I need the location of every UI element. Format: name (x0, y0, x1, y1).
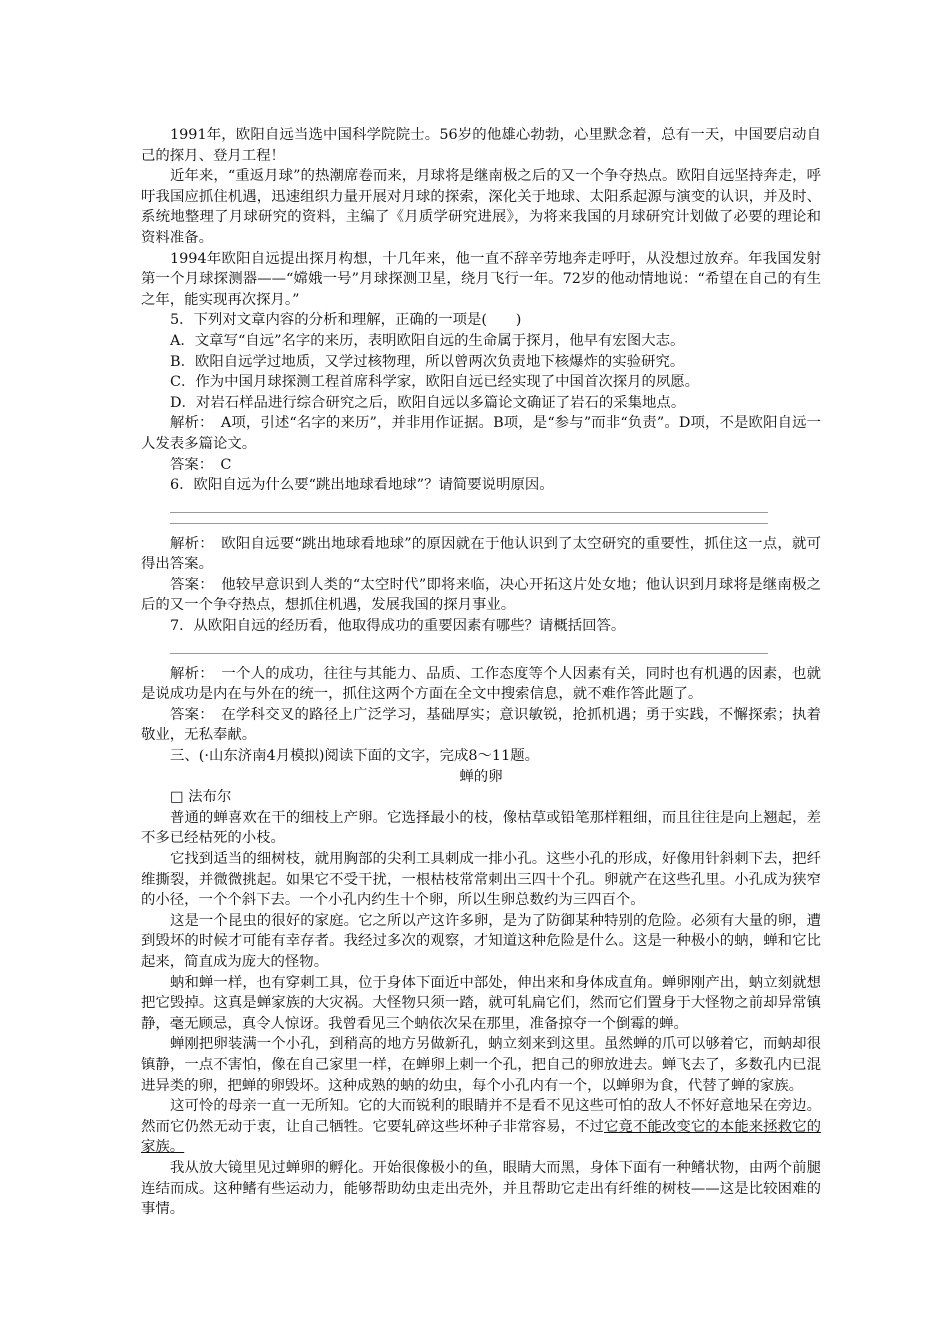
q5-analysis: 解析： A项，引述“名字的来历”，并非用作证据。B项，是“参与”而非“负责”。D项，不是欧阳自远一人发表多篇论文。 (141, 415, 821, 452)
article-paragraph: 普通的蝉喜欢在干的细枝上产卵。它选择最小的枝，像枯草或铅笔那样粗细，而且往往是向上翘起，差不多已经枯死的小枝。 (141, 809, 821, 847)
question-7-stem: 7．从欧阳自远的经历看，他取得成功的重要因素有哪些？请概括回答。 (170, 618, 626, 635)
q5-answer: 答案： C (170, 456, 232, 473)
q7-answer: 答案： 在学科交叉的路径上广泛学习，基础厚实；意识敏锐，抢抓机遇；勇于实践，不懈探索；执着敬业，无私奉献。 (141, 706, 821, 744)
underlined-sentence: 它竟不能改变它的本能来拯救它的家族。 (141, 1118, 821, 1156)
paragraph: 1991年，欧阳自远当选中国科学院院士。56岁的他雄心勃勃，心里默念着，总有一天，中国要启动自己的探月、登月工程！ (141, 127, 821, 164)
paragraph-text: 这可怜的母亲一直一无所知。它的大而锐利的眼睛并不是看不见这些可怕的敌人不怀好意地呆在旁边。然而它仍然无动于衷，让自己牺牲。它要轧碎这些坏种子非常容易，不过 (141, 1098, 821, 1135)
text-column (141, 125, 821, 1220)
article-author: □ 法布尔 (170, 789, 232, 806)
option-c: C．作为中国月球探测工程首席科学家，欧阳自远已经实现了中国首次探月的夙愿。 (170, 374, 700, 391)
option-d: D．对岩石样品进行综合研究之后，欧阳自远以多篇论文确证了岩石的采集地点。 (170, 394, 686, 411)
article-paragraph: 我从放大镜里见过蝉卵的孵化。开始很像极小的鱼，眼睛大而黑，身体下面有一种鳍状物，由两个前腿连结而成。这种鳍有些运动力，能够帮助幼虫走出壳外，并且帮助它走出有纤维的树枝——这是比较困难的事情。 (141, 1159, 821, 1218)
option-a: A．文章写“自远”名字的来历，表明欧阳自远的生命属于探月，他早有宏图大志。 (170, 332, 685, 349)
paragraph: 近年来，“重返月球”的热潮席卷而来，月球将是继南极之后的又一个争夺热点。欧阳自远坚持奔走，呼吁我国应抓住机遇，迅速组织力量开展对月球的探索，深化关于地球、太阳系起源与演变的认识，并及时、系统地整理了月球研究的资料，主编了《月质学研究进展》，为将来我国的月球研究计划做了必要的理论和资料准备。 (141, 168, 821, 246)
question-6-stem: 6．欧阳自远为什么要“跳出地球看地球”？请简要说明原因。 (170, 477, 554, 494)
q7-analysis: 解析： 一个人的成功，往往与其能力、品质、工作态度等个人因素有关，同时也有机遇的因素，也就是说成功是内在与外在的统一，抓住这两个方面在全文中搜索信息，就不难作答此题了。 (141, 665, 821, 703)
option-b: B．欧阳自远学过地质，又学过核物理，所以曾两次负责地下核爆炸的实验研究。 (170, 353, 685, 370)
section-3-heading: 三、(·山东济南4月模拟)阅读下面的文字，完成8～11题。 (170, 748, 540, 765)
question-5-stem: 5．下列对文章内容的分析和理解，正确的一项是( ) (170, 312, 522, 329)
q6-answer: 答案： 他较早意识到人类的“太空时代”即将来临，决心开拓这片处女地；他认识到月球将是继南极之后的又一个争夺热点，想抓住机遇，发展我国的探月事业。 (141, 576, 821, 614)
article-paragraph (141, 1096, 821, 1158)
q6-analysis: 解析： 欧阳自远要“跳出地球看地球”的原因就在于他认识到了太空研究的重要性，抓住这一点，就可得出答案。 (141, 535, 821, 573)
article-paragraph: 蝉刚把卵装满一个小孔，到稍高的地方另做新孔，蚋立刻来到这里。虽然蝉的爪可以够着它，而蚋却很镇静，一点不害怕，像在自己家里一样，在蝉卵上刺一个孔，把自己的卵放进去。蝉飞去了，多数孔内已混进异类的卵，把蝉的卵毁坏。这种成熟的蚋的幼虫，每个小孔内有一个，以蝉卵为食，代替了蝉的家族。 (141, 1036, 821, 1094)
article-paragraph: 这是一个昆虫的很好的家庭。它之所以产这许多卵，是为了防御某种特别的危险。必须有大量的卵，遭到毁坏的时候才可能有幸存者。我经过多次的观察，才知道这种危险是什么。这是一种极小的蚋，蝉和它比起来，简直成为庞大的怪物。 (141, 912, 821, 970)
article-title: 蝉的卵 (459, 768, 503, 785)
article-paragraph: 蚋和蝉一样，也有穿刺工具，位于身体下面近中部处，伸出来和身体成直角。蝉卵刚产出，蚋立刻就想把它毁掉。这真是蝉家族的大灾祸。大怪物只须一踏，就可轧扁它们，然而它们置身于大怪物之前却异常镇静，毫无顾忌，真令人惊讶。我曾看见三个蚋依次呆在那里，准备掠夺一个倒霉的蝉。 (141, 974, 821, 1032)
paragraph: 1994年欧阳自远提出探月构想，十几年来，他一直不辞辛劳地奔走呼吁，从没想过放弃。年我国发射第一个月球探测器——“嫦娥一号”月球探测卫星，绕月飞行一年。72岁的他动情地说：“希望在自己的有生之年，能实现再次探月。” (141, 250, 821, 308)
article-paragraph: 它找到适当的细树枝，就用胸部的尖利工具刺成一排小孔。这些小孔的形成，好像用针斜刺下去，把纤维撕裂，并微微挑起。如果它不受干扰，一根枯枝常常刺出三四十个孔。卵就产在这些孔里。小孔成为狭窄的小径，一个个斜下去。一个小孔内约生十个卵，所以生卵总数约为三四百个。 (141, 851, 821, 909)
